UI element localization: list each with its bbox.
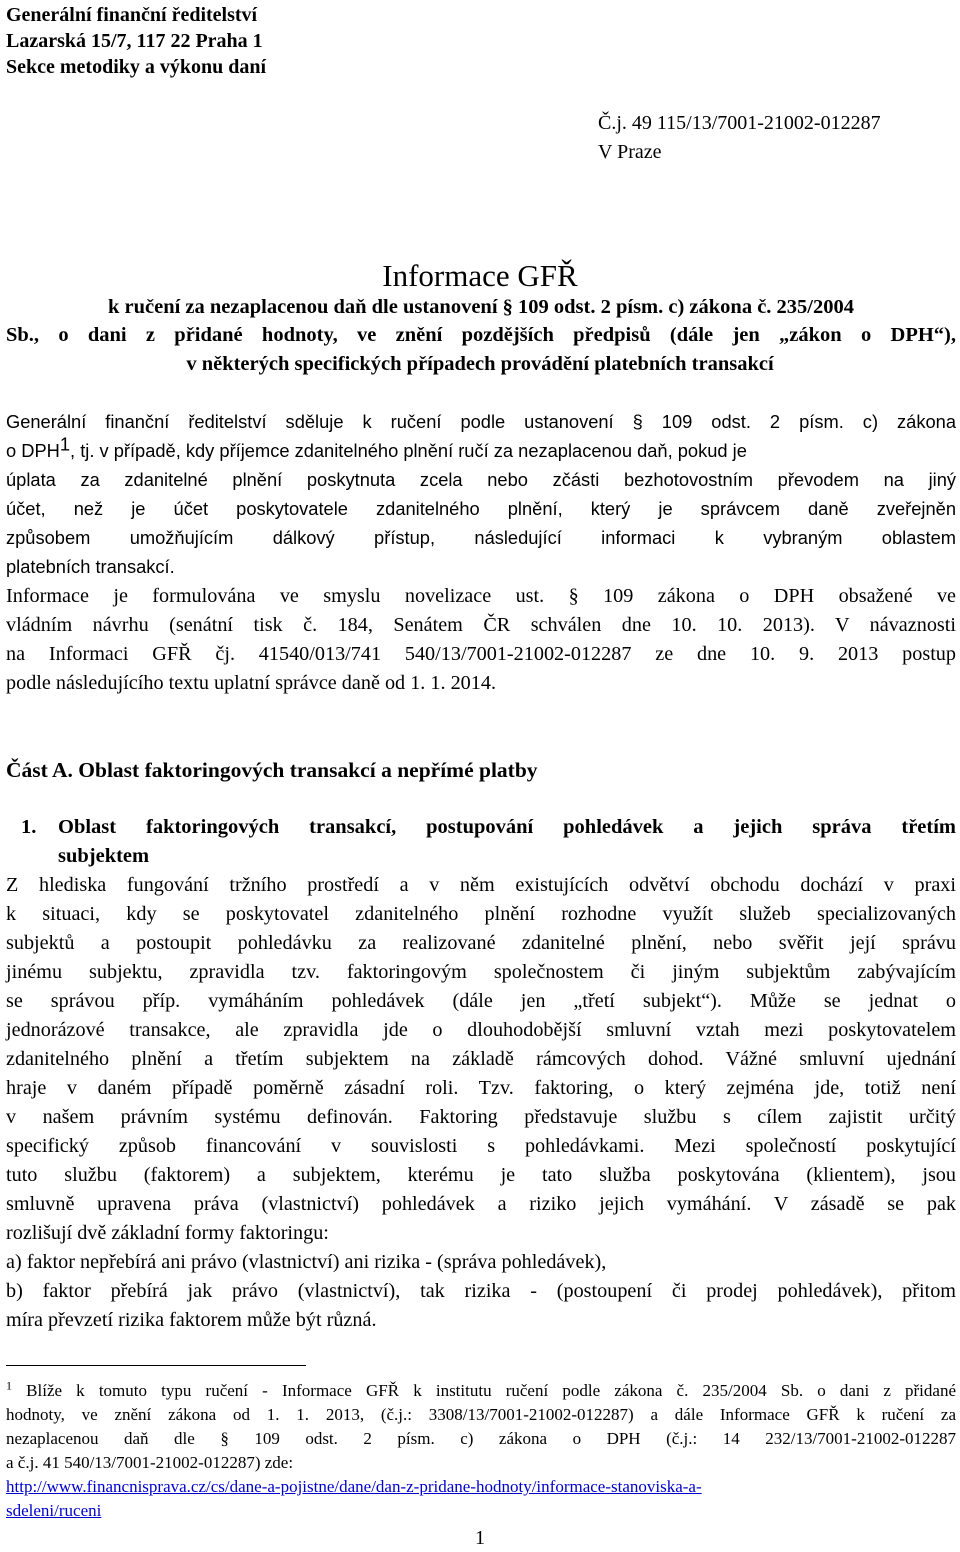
- reference-place: V Praze: [598, 141, 662, 163]
- footnote-line-2: hodnoty, ve znění zákona od 1. 1. 2013, (č.j.: 3308/13/7001-21002-012287) a dále Informace GFŘ k ručení za: [6, 1405, 956, 1424]
- intro-line-6: platebních transakcí.: [6, 556, 175, 577]
- intro-line-2: [6, 433, 956, 462]
- section-1-heading-line-2: subjektem: [58, 845, 150, 867]
- section-1-line: b) faktor přebírá jak právo (vlastnictví), tak rizika - (postoupení či prodej pohledávek), přitom: [6, 1280, 956, 1302]
- intro-line-9: na Informaci GFŘ čj. 41540/013/741 540/13/7001-21002-012287 ze dne 10. 9. 2013 postup: [6, 643, 956, 665]
- subtitle-line-1: k ručení za nezaplacenou daň dle ustanovení § 109 odst. 2 písm. c) zákona č. 235/2004: [107, 296, 855, 318]
- section-1-number: 1.: [21, 816, 37, 838]
- footnote-link-line-1[interactable]: http://www.financnisprava.cz/cs/dane-a-pojistne/dane/dan-z-pridane-hodnoty/informace-stanoviska-a-: [6, 1477, 702, 1496]
- section-1-line: hraje v daném případě poměrně zásadní roli. Tzv. faktoring, o který zejména jde, totiž není: [6, 1077, 956, 1099]
- section-1-line: subjektů a postoupit pohledávku za realizované zdanitelné plnění, nebo svěřit její správu: [6, 932, 956, 954]
- footnote-separator: [6, 1365, 306, 1366]
- section-1-line: jinému subjektu, zpravidla tzv. faktoringovým společnostem či jiným subjektům zabývajícím: [6, 961, 956, 983]
- section-1-line: Z hlediska fungování tržního prostředí a v něm existujících odvětví obchodu dochází v praxi: [6, 874, 956, 896]
- section-1-line: smluvně upravena práva (vlastnictví) pohledávek a riziko jejich vymáhání. V zásadě se pak: [6, 1193, 956, 1215]
- section-1-line: a) faktor nepřebírá ani právo (vlastnictví) ani rizika - (správa pohledávek),: [6, 1251, 607, 1273]
- document-title: Informace GFŘ: [382, 258, 578, 293]
- page-number: 1: [475, 1527, 485, 1549]
- footnote-line-1: [6, 1378, 956, 1401]
- footnote-line-3: nezaplacenou daň dle § 109 odst. 2 písm. c) zákona o DPH (č.j.: 14 232/13/7001-21002-012287: [6, 1429, 956, 1448]
- section-1-line: tuto službu (faktorem) a subjektem, kterému je tato služba poskytována (klientem), jsou: [6, 1164, 956, 1186]
- section-1-line: míra převzetí rizika faktorem může být různá.: [6, 1309, 377, 1331]
- intro-line-8: vládním návrhu (senátní tisk č. 184, Senátem ČR schválen dne 10. 10. 2013). V návaznosti: [6, 614, 956, 636]
- footnote-line-4: a č.j. 41 540/13/7001-21002-012287) zde:: [6, 1453, 294, 1472]
- issuer-section: Sekce metodiky a výkonu daní: [6, 56, 267, 78]
- intro-line-2a: o DPH: [6, 440, 60, 461]
- part-a-heading: Část A. Oblast faktoringových transakcí a nepřímé platby: [6, 758, 538, 782]
- section-1-line: se správou příp. vymáháním pohledávek (dále jen „třetí subjekt“). Může se jednat o: [6, 990, 956, 1012]
- intro-line-2b: , tj. v případě, kdy příjemce zdanitelného plnění ručí za nezaplacenou daň, pokud je: [70, 440, 747, 461]
- footnote-text-1: Blíže k tomuto typu ručení - Informace GFŘ k institutu ručení podle zákona č. 235/2004 Sb. o dani z přidané: [12, 1381, 956, 1400]
- section-1-line: zdanitelného plnění a třetím subjektem na základě rámcových dohod. Vážné smluvní ujednání: [6, 1048, 956, 1070]
- section-1-line: v našem právním systému definován. Faktoring představuje službu s cílem zajistit určitý: [6, 1106, 956, 1128]
- issuer-name: Generální finanční ředitelství: [6, 4, 258, 26]
- section-1-line: specifický způsob financování v souvislosti s pohledávkami. Mezi společností poskytující: [6, 1135, 956, 1157]
- section-1-heading-line-1: Oblast faktoringových transakcí, postupování pohledávek a jejich správa třetím: [58, 816, 956, 838]
- footnote-link-line-2[interactable]: sdeleni/ruceni: [6, 1501, 102, 1520]
- subtitle-line-2: Sb., o dani z přidané hodnoty, ve znění pozdějších předpisů (dále jen „zákon o DPH“),: [6, 324, 956, 346]
- intro-line-1: Generální finanční ředitelství sděluje k ručení podle ustanovení § 109 odst. 2 písm. c) zákona: [6, 411, 956, 432]
- section-1-line: jednorázové transakce, ale zpravidla jde o dlouhodobější smluvní vztah mezi poskytovatelem: [6, 1019, 956, 1041]
- intro-line-7: Informace je formulována ve smyslu novelizace ust. § 109 zákona o DPH obsažené ve: [6, 585, 956, 607]
- intro-line-4: účet, než je účet poskytovatele zdanitelného plnění, který je správcem daně zveřejněn: [6, 498, 956, 519]
- intro-line-5: způsobem umožňujícím dálkový přístup, následující informaci k vybraným oblastem: [6, 527, 956, 548]
- footnote-mark: 1: [6, 1378, 12, 1393]
- intro-line-10: podle následujícího textu uplatní správce daně od 1. 1. 2014.: [6, 672, 496, 694]
- reference-number: Č.j. 49 115/13/7001-21002-012287: [598, 112, 881, 134]
- issuer-address: Lazarská 15/7, 117 22 Praha 1: [6, 30, 263, 52]
- section-1-line: k situaci, kdy se poskytovatel zdanitelného plnění rozhodne využít služeb specializovaných: [6, 903, 956, 925]
- intro-line-3: úplata za zdanitelné plnění poskytnuta zcela nebo zčásti bezhotovostním převodem na jiný: [6, 469, 956, 490]
- footnote-ref: 1: [59, 433, 71, 455]
- subtitle-line-3: v některých specifických případech provádění platebních transakcí: [186, 353, 774, 375]
- section-1-line: rozlišují dvě základní formy faktoringu:: [6, 1222, 329, 1244]
